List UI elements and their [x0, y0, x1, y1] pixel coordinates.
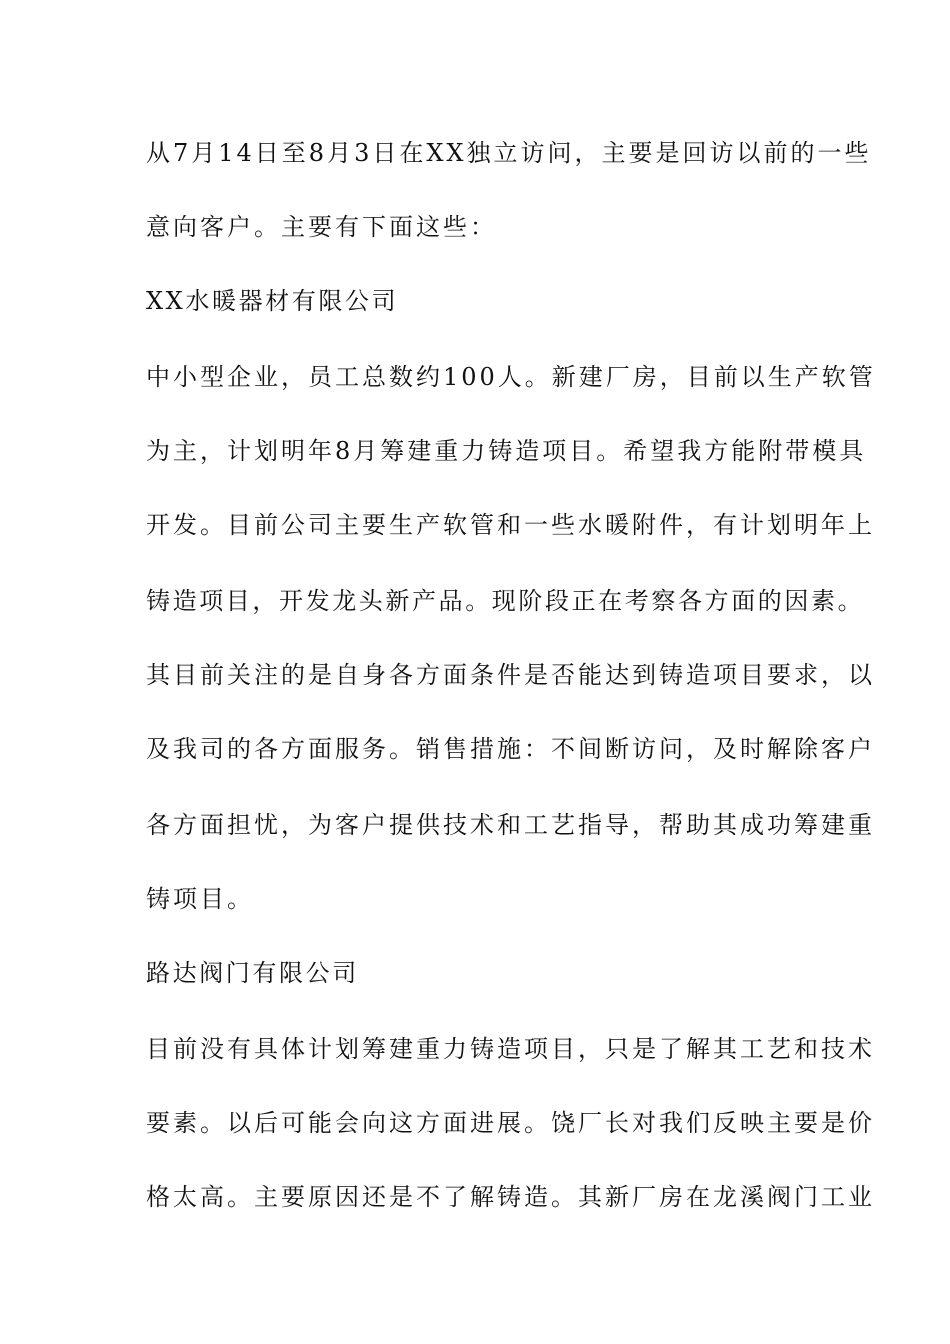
- company-1-line-2: 为主，计划明年8月筹建重力铸造项目。希望我方能附带模具: [146, 437, 867, 465]
- company-2-line-1: 目前没有具体计划筹建重力铸造项目，只是了解其工艺和技术: [146, 1035, 875, 1063]
- company-1-line-1: 中小型企业，员工总数约100人。新建厂房，目前以生产软管: [146, 363, 876, 391]
- company-1-line-3: 开发。目前公司主要生产软管和一些水暖附件，有计划明年上: [146, 511, 875, 539]
- company-heading-2: 路达阀门有限公司: [146, 959, 359, 987]
- company-1-line-7: 各方面担忧，为客户提供技术和工艺指导，帮助其成功筹建重: [146, 811, 875, 839]
- intro-line-1: 从7月14日至8月3日在XX独立访问，主要是回访以前的一些: [146, 139, 872, 167]
- company-1-line-6: 及我司的各方面服务。销售措施：不间断访问，及时解除客户: [146, 735, 875, 763]
- company-2-line-3: 格太高。主要原因还是不了解铸造。其新厂房在龙溪阀门工业: [146, 1183, 875, 1211]
- intro-line-2: 意向客户。主要有下面这些：: [146, 213, 497, 241]
- company-1-line-4: 铸造项目，开发龙头新产品。现阶段正在考察各方面的因素。: [146, 587, 865, 615]
- company-1-line-5: 其目前关注的是自身各方面条件是否能达到铸造项目要求，以: [146, 661, 875, 689]
- company-1-line-8: 铸项目。: [146, 885, 254, 913]
- company-heading-1: XX水暖器材有限公司: [146, 287, 399, 315]
- company-2-line-2: 要素。以后可能会向这方面进展。饶厂长对我们反映主要是价: [146, 1109, 875, 1137]
